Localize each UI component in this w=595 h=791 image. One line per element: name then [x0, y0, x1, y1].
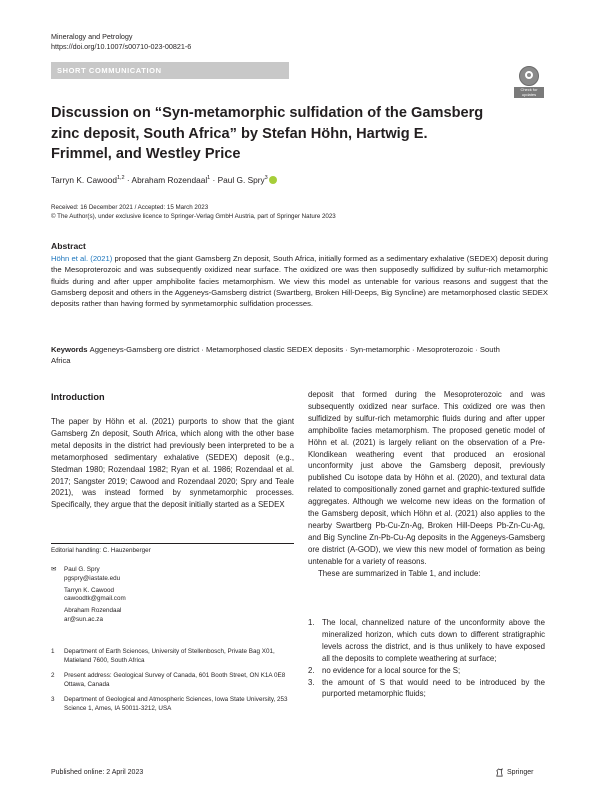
- list-text: The local, channelized nature of the unconformity above the mineralized horizon, which cuts down to different stratigraphic levels across the district, and is thus unlikely to have exposed all the deposits to complete weathering at surface;: [322, 618, 545, 663]
- affiliation-text: Present address: Geological Survey of Canada, 601 Booth Street, ON K1A 0E8 Ottawa, Canada: [64, 672, 286, 688]
- contact-entry: [51, 587, 294, 605]
- badge-label: Check for updates: [514, 87, 544, 98]
- list-item: [308, 665, 545, 677]
- introduction-heading: Introduction: [51, 392, 105, 402]
- footnote-divider: [51, 543, 294, 544]
- affiliation-number: 1: [51, 648, 55, 655]
- affiliation-number: 3: [51, 696, 55, 703]
- list-item: [308, 617, 545, 665]
- article-dates: [51, 204, 551, 221]
- contact-email[interactable]: pgspry@iastate.edu: [64, 574, 121, 582]
- keywords-label: Keywords: [51, 345, 88, 354]
- introduction-right-column: [308, 389, 545, 580]
- contact-mark: [51, 587, 64, 605]
- list-number: 1.: [308, 618, 315, 627]
- article-title: Discussion on “Syn-metamorphic sulfidation of the Gamsberg zinc deposit, South Africa” by Stefan Höhn, Hartwig E. Frimmel, and Westley Price: [51, 105, 484, 162]
- contact-email[interactable]: ar@sun.ac.za: [64, 615, 103, 623]
- reasons-list: [308, 617, 545, 700]
- author-affiliation-ref: 1,2: [116, 175, 125, 181]
- contact-entry: [51, 566, 294, 584]
- envelope-icon: ✉: [51, 566, 57, 573]
- author-affiliation-ref: 1: [207, 175, 211, 181]
- author-separator: ·: [124, 174, 132, 185]
- copyright-notice: © The Author(s), under exclusive licence to Springer-Verlag GmbH Austria, part of Springer Nature 2023: [51, 212, 336, 220]
- contact-name: Paul G. Spry: [64, 566, 100, 573]
- affiliation-2: [51, 672, 294, 690]
- doi-link[interactable]: https://doi.org/10.1007/s00710-023-00821-6: [51, 41, 192, 51]
- journal-name: Mineralogy and Petrology: [51, 32, 133, 41]
- affiliation-number: 2: [51, 672, 55, 679]
- author-affiliation-ref: 3: [264, 175, 268, 181]
- author-name[interactable]: Tarryn K. Cawood: [51, 174, 117, 185]
- author-list: [51, 173, 531, 186]
- editorial-handling: Editorial handling: C. Hauzenberger: [51, 547, 151, 554]
- affiliation-text: Department of Earth Sciences, University of Stellenbosch, Private Bag X01, Matieland 7600, South Africa: [64, 648, 275, 664]
- author-name[interactable]: Paul G. Spry: [217, 174, 265, 185]
- keywords: [51, 344, 511, 367]
- list-item: [308, 677, 545, 701]
- affiliation-1: [51, 648, 294, 666]
- contact-email[interactable]: cawoodtk@gmail.com: [64, 595, 126, 603]
- corresponding-contacts: [51, 566, 294, 625]
- affiliation-3: [51, 696, 294, 714]
- list-number: 2.: [308, 665, 315, 675]
- contact-mark: [51, 607, 64, 625]
- check-for-updates-badge[interactable]: [514, 66, 544, 98]
- author-separator: ·: [210, 174, 218, 185]
- keywords-text: Aggeneys-Gamsberg ore district · Metamorphosed clastic SEDEX deposits · Syn-metamorphic · Mesoproterozoic · South Africa: [51, 345, 500, 366]
- citation-link[interactable]: Höhn et al. (2021): [51, 254, 113, 263]
- abstract-text: proposed that the giant Gamsberg Zn deposit, South Africa, initially formed as a sedimentary exhalative (SEDEX) deposit during the Mesoproterozoic and was subsequently oxidized near surface. The oxidized ore was then supposedly sulfidized by sulfur-rich metamorphic fluids during and after upper amphibolite facies metamorphism. We view this model as untenable for various reasons and suggest that the Gamsberg deposit and others in the Aggeneys-Gamsberg district (Swartberg, Broken Hill-Deeps, Big Syncline) are metamorphosed clastic SEDEX deposits rather than having formed by synmetamorphic sulfidation processes.: [51, 254, 548, 309]
- introduction-continued: deposit that formed during the Mesoproterozoic and was subsequently oxidized near surface. This oxidized ore was then sulfidized by sulfur-rich metamorphic fluids during and after upper amphibolite facies metamorphism. The proposed genetic model of Höhn et al. (2021) is largely reliant on the observation of a Pre-Klondikean weathering event that produced an erosional unconformity just above the Gamsberg deposit, previously published Cu isotope data by Höhn et al. (2020), and textural data related to compositionally zoned garnet and graphic-textured sulfide aggregates. Although we welcome new ideas on the formation of the Gamsberg deposit, which Höhn et al. (2021) also applies to the nearby Swartberg Pb-Cu-Zn-Ag, Broken Hill-Deeps Pb-Zn-Cu-Ag, and Big Syncline Zn-Pb-Cu-Ag deposits in the Aggeneys-Gamsberg ore district (A-GOD), we view this new model of formation as being untenable for a variety of reasons.: [308, 390, 545, 566]
- article-type-banner: SHORT COMMUNICATION: [51, 62, 289, 79]
- received-accepted-dates: Received: 16 December 2021 / Accepted: 15 March 2023: [51, 204, 209, 211]
- abstract-body: [51, 253, 548, 309]
- list-number: 3.: [308, 677, 315, 687]
- contact-name: Abraham Rozendaal: [64, 607, 122, 615]
- contact-name: Tarryn K. Cawood: [64, 586, 115, 594]
- springer-horse-icon: [495, 768, 504, 777]
- publisher-name: Springer: [507, 769, 534, 776]
- contact-entry: [51, 607, 294, 625]
- journal-header: [51, 32, 191, 51]
- introduction-left-column: The paper by Höhn et al. (2021) purports to show that the giant Gamsberg Zn deposit, South Africa, which along with the other base metal deposits in the district had previously been interpreted to be a metamorphosed sedimentary exhalative (SEDEX) deposit (e.g., Stedman 1980; Rozendaal 1982; Ryan et al. 1986; Rozendaal et al. 2017; Sangster 2019; Cawood and Rozendaal 2020; Spry and Teale 2021), was instead formed by synmetamorphic processes. Specifically, they argue that the deposit initially started as a SEDEX: [51, 417, 294, 510]
- orcid-icon[interactable]: [269, 176, 277, 184]
- author-name[interactable]: Abraham Rozendaal: [131, 174, 208, 185]
- introduction-summary: These are summarized in Table 1, and include:: [318, 568, 481, 578]
- publisher-logo: [495, 768, 533, 777]
- affiliation-text: Department of Geological and Atmospheric Sciences, Iowa State University, 253 Science 1, Ames, IA 50011-3212, USA: [64, 696, 288, 712]
- published-online-date: Published online: 2 April 2023: [51, 769, 144, 776]
- list-text: no evidence for a local source for the S;: [322, 665, 461, 675]
- abstract-heading: Abstract: [51, 241, 86, 251]
- list-text: the amount of S that would need to be introduced by the purported metamorphic fluids;: [322, 677, 545, 699]
- check-updates-icon: [519, 66, 539, 86]
